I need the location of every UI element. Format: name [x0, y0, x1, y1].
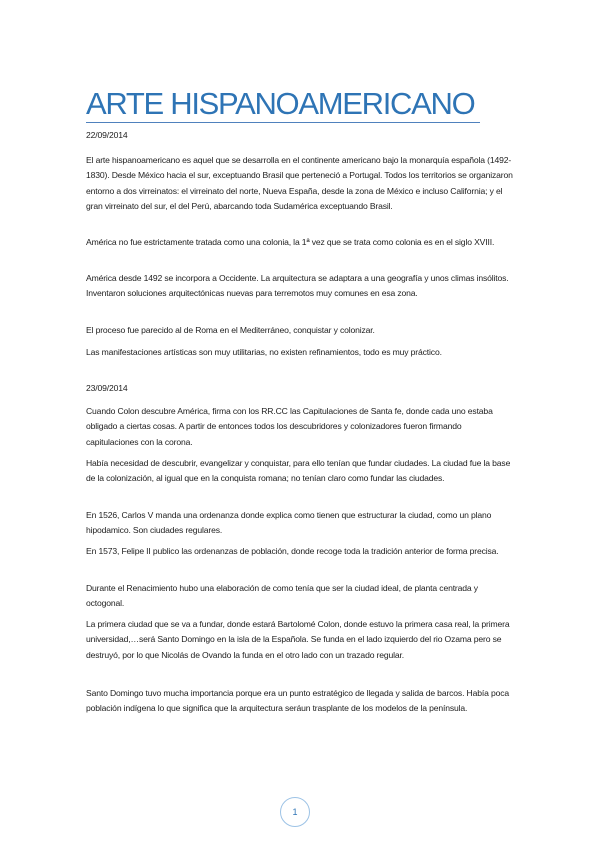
date-heading-2: 23/09/2014	[86, 383, 128, 393]
paragraph-4: El proceso fue parecido al de Roma en el Mediterráneo, conquistar y colonizar.	[86, 325, 375, 335]
paragraph-7: Había necesidad de descubrir, evangelizar y conquistar, para ello tenían que fundar ciudades. La ciudad fue la base de la colonización, al igual que en la conquista romana; no tenían claro como fundar las ciudades.	[86, 458, 511, 484]
document-title: ARTE HISPANOAMERICANO	[86, 86, 475, 121]
paragraph-12: Santo Domingo tuvo mucha importancia porque era un punto estratégico de llegada y salida de barcos. Había poca población indígena lo que significa que la arquitectura seráun trasplante de los modelos de la península.	[86, 688, 510, 714]
paragraph-11: La primera ciudad que se va a fundar, donde estará Bartolomé Colon, donde estuvo la primera casa real, la primera universidad,…será Santo Domingo en la isla de la Española. Se funda en el lado izquierdo del rio Ozama pero se destruyó, por lo que Nicolás de Ovando la funda en el otro lado con un trazado regular.	[86, 619, 510, 660]
paragraph-5: Las manifestaciones artísticas son muy utilitarias, no existen refinamientos, todo es muy práctico.	[86, 347, 442, 357]
page-number-badge	[280, 797, 310, 827]
paragraph-9: En 1573, Felipe II publico las ordenanzas de población, donde recoge toda la tradición anterior de forma precisa.	[86, 546, 499, 556]
date-heading-1: 22/09/2014	[86, 130, 128, 140]
paragraph-2: América no fue estrictamente tratada como una colonia, la 1ª vez que se trata como colonia es en el siglo XVIII.	[86, 237, 495, 247]
page-number: 1	[292, 807, 298, 817]
paragraph-1: El arte hispanoamericano es aquel que se desarrolla en el continente americano bajo la monarquía española (1492-1830). Desde México hacia el sur, exceptuando Brasil que perteneció a Portugal. Todos los territorios se organizaron entorno a dos virreinatos: el virreinato del norte, Nueva España, desde la zona de México e incluso California; y el gran virreinato del sur, el del Perú, abarcando toda Sudamérica exceptuando Brasil.	[86, 155, 513, 212]
paragraph-3: América desde 1492 se incorpora a Occidente. La arquitectura se adaptara a una geografía y unos climas insólitos. Inventaron soluciones arquitectónicas nuevas para terremotos muy comunes en esa zona.	[86, 273, 509, 299]
paragraph-10: Durante el Renacimiento hubo una elaboración de como tenía que ser la ciudad ideal, de planta centrada y octogonal.	[86, 583, 478, 609]
title-underline	[86, 122, 480, 123]
paragraph-8: En 1526, Carlos V manda una ordenanza donde explica como tienen que estructurar la ciudad, como un plano hipodamico. Son ciudades regulares.	[86, 510, 492, 536]
paragraph-6: Cuando Colon descubre América, firma con los RR.CC las Capitulaciones de Santa fe, donde cada uno estaba obligado a ciertas cosas. A partir de entonces todos los descubridores y colonizadores fueron firmando capitulaciones con la corona.	[86, 406, 493, 447]
